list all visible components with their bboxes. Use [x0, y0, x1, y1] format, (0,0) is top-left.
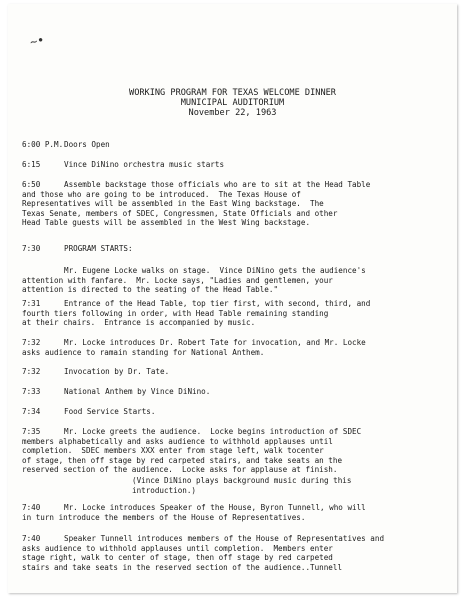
title-line-1: WORKING PROGRAM FOR TEXAS WELCOME DINNER: [129, 88, 336, 98]
entry-text: PROGRAM STARTS:: [64, 244, 133, 253]
entry-time: 7:31: [22, 299, 41, 308]
schedule-entry: [22, 427, 361, 475]
entry-time: 7:40: [22, 503, 41, 512]
entry-text: Entrance of the Head Table, top tier first, with second, third, and fourth tiers following in order, with Head Table remaining standing at their chairs. Entrance is accompanied by music.: [22, 299, 371, 328]
entry-text: Vince DiNino orchestra music starts: [64, 160, 225, 169]
entry-time: 7:30: [22, 244, 41, 253]
schedule-entry: [22, 338, 366, 357]
schedule-entry: [22, 534, 384, 572]
title-line-2: MUNICIPAL AUDITORIUM: [180, 98, 285, 108]
entry-text: Mr. Eugene Locke walks on stage. Vince DiNino gets the audience's attention with fanfare. Mr. Locke says, "Ladies and gentlemen, your attention is directed to the seating of the Head Table.": [22, 266, 366, 295]
entry-text: Doors Open: [64, 140, 110, 149]
entry-time: 6:00 P.M.: [22, 140, 64, 149]
music-note: (Vince DiNino plays background music during this introduction.): [132, 476, 352, 495]
entry-text: Food Service Starts.: [64, 407, 156, 416]
schedule-entry: [22, 180, 370, 228]
entry-time: 7:35: [22, 427, 41, 436]
schedule-entry: [22, 367, 169, 377]
schedule-entry: [22, 160, 224, 170]
entry-time: 6:50: [22, 180, 41, 189]
schedule-entry: [22, 140, 110, 150]
entry-time: 7:32: [22, 338, 41, 347]
entry-text: Mr. Locke greets the audience. Locke begins introduction of SDEC members alphabetically and asks audience to withhold applauses until completion. SDEC members XXX enter from stage left, walk tocenter of stage, then off stage by red carpeted stairs, and take seats an the reserved section of the audience. Locke asks for applause at finish.: [22, 427, 362, 475]
schedule-entry: [22, 299, 370, 328]
entry-text: Mr. Locke introduces Dr. Robert Tate for invocation, and Mr. Locke asks audience to ramain standing for National Anthem.: [22, 338, 366, 357]
entry-time: 7:34: [22, 407, 41, 416]
schedule-entry: [22, 266, 366, 295]
title-line-3: November 22, 1963: [188, 108, 277, 118]
schedule-entry: [22, 387, 210, 397]
document-title: [8, 88, 457, 118]
document-page: [8, 4, 457, 593]
entry-text: Mr. Locke introduces Speaker of the House, Byron Tunnell, who will in turn introduce the members of the House of Representatives.: [22, 503, 366, 522]
entry-text: Assemble backstage those officials who are to sit at the Head Table and those who are going to be introduced. The Texas House of Representatives will be assembled in the East Wing backstage. The Texas Senate, members of SDEC, Congressmen, State Officials and other Head Table guests will be assembled in the West Wing backstage.: [22, 180, 371, 228]
schedule-entry: [22, 244, 133, 254]
entry-text: Speaker Tunnell introduces members of the House of Representatives and asks audience to withhold applauses until completion. Members enter stage right, walk to center of stage, then off stage by red carpeted stairs and take seats in the reserved section of the audience..Tunnell: [22, 534, 385, 572]
handwritten-mark: ~•: [28, 32, 46, 50]
entry-text: Invocation by Dr. Tate.: [64, 367, 170, 376]
schedule-entry: [22, 503, 366, 522]
entry-time: 6:15: [22, 160, 41, 169]
entry-time: 7:40: [22, 534, 41, 543]
schedule-entry: [22, 407, 155, 417]
entry-text: National Anthem by Vince DiNino.: [64, 387, 211, 396]
entry-time: 7:32: [22, 367, 41, 376]
entry-time: 7:33: [22, 387, 41, 396]
